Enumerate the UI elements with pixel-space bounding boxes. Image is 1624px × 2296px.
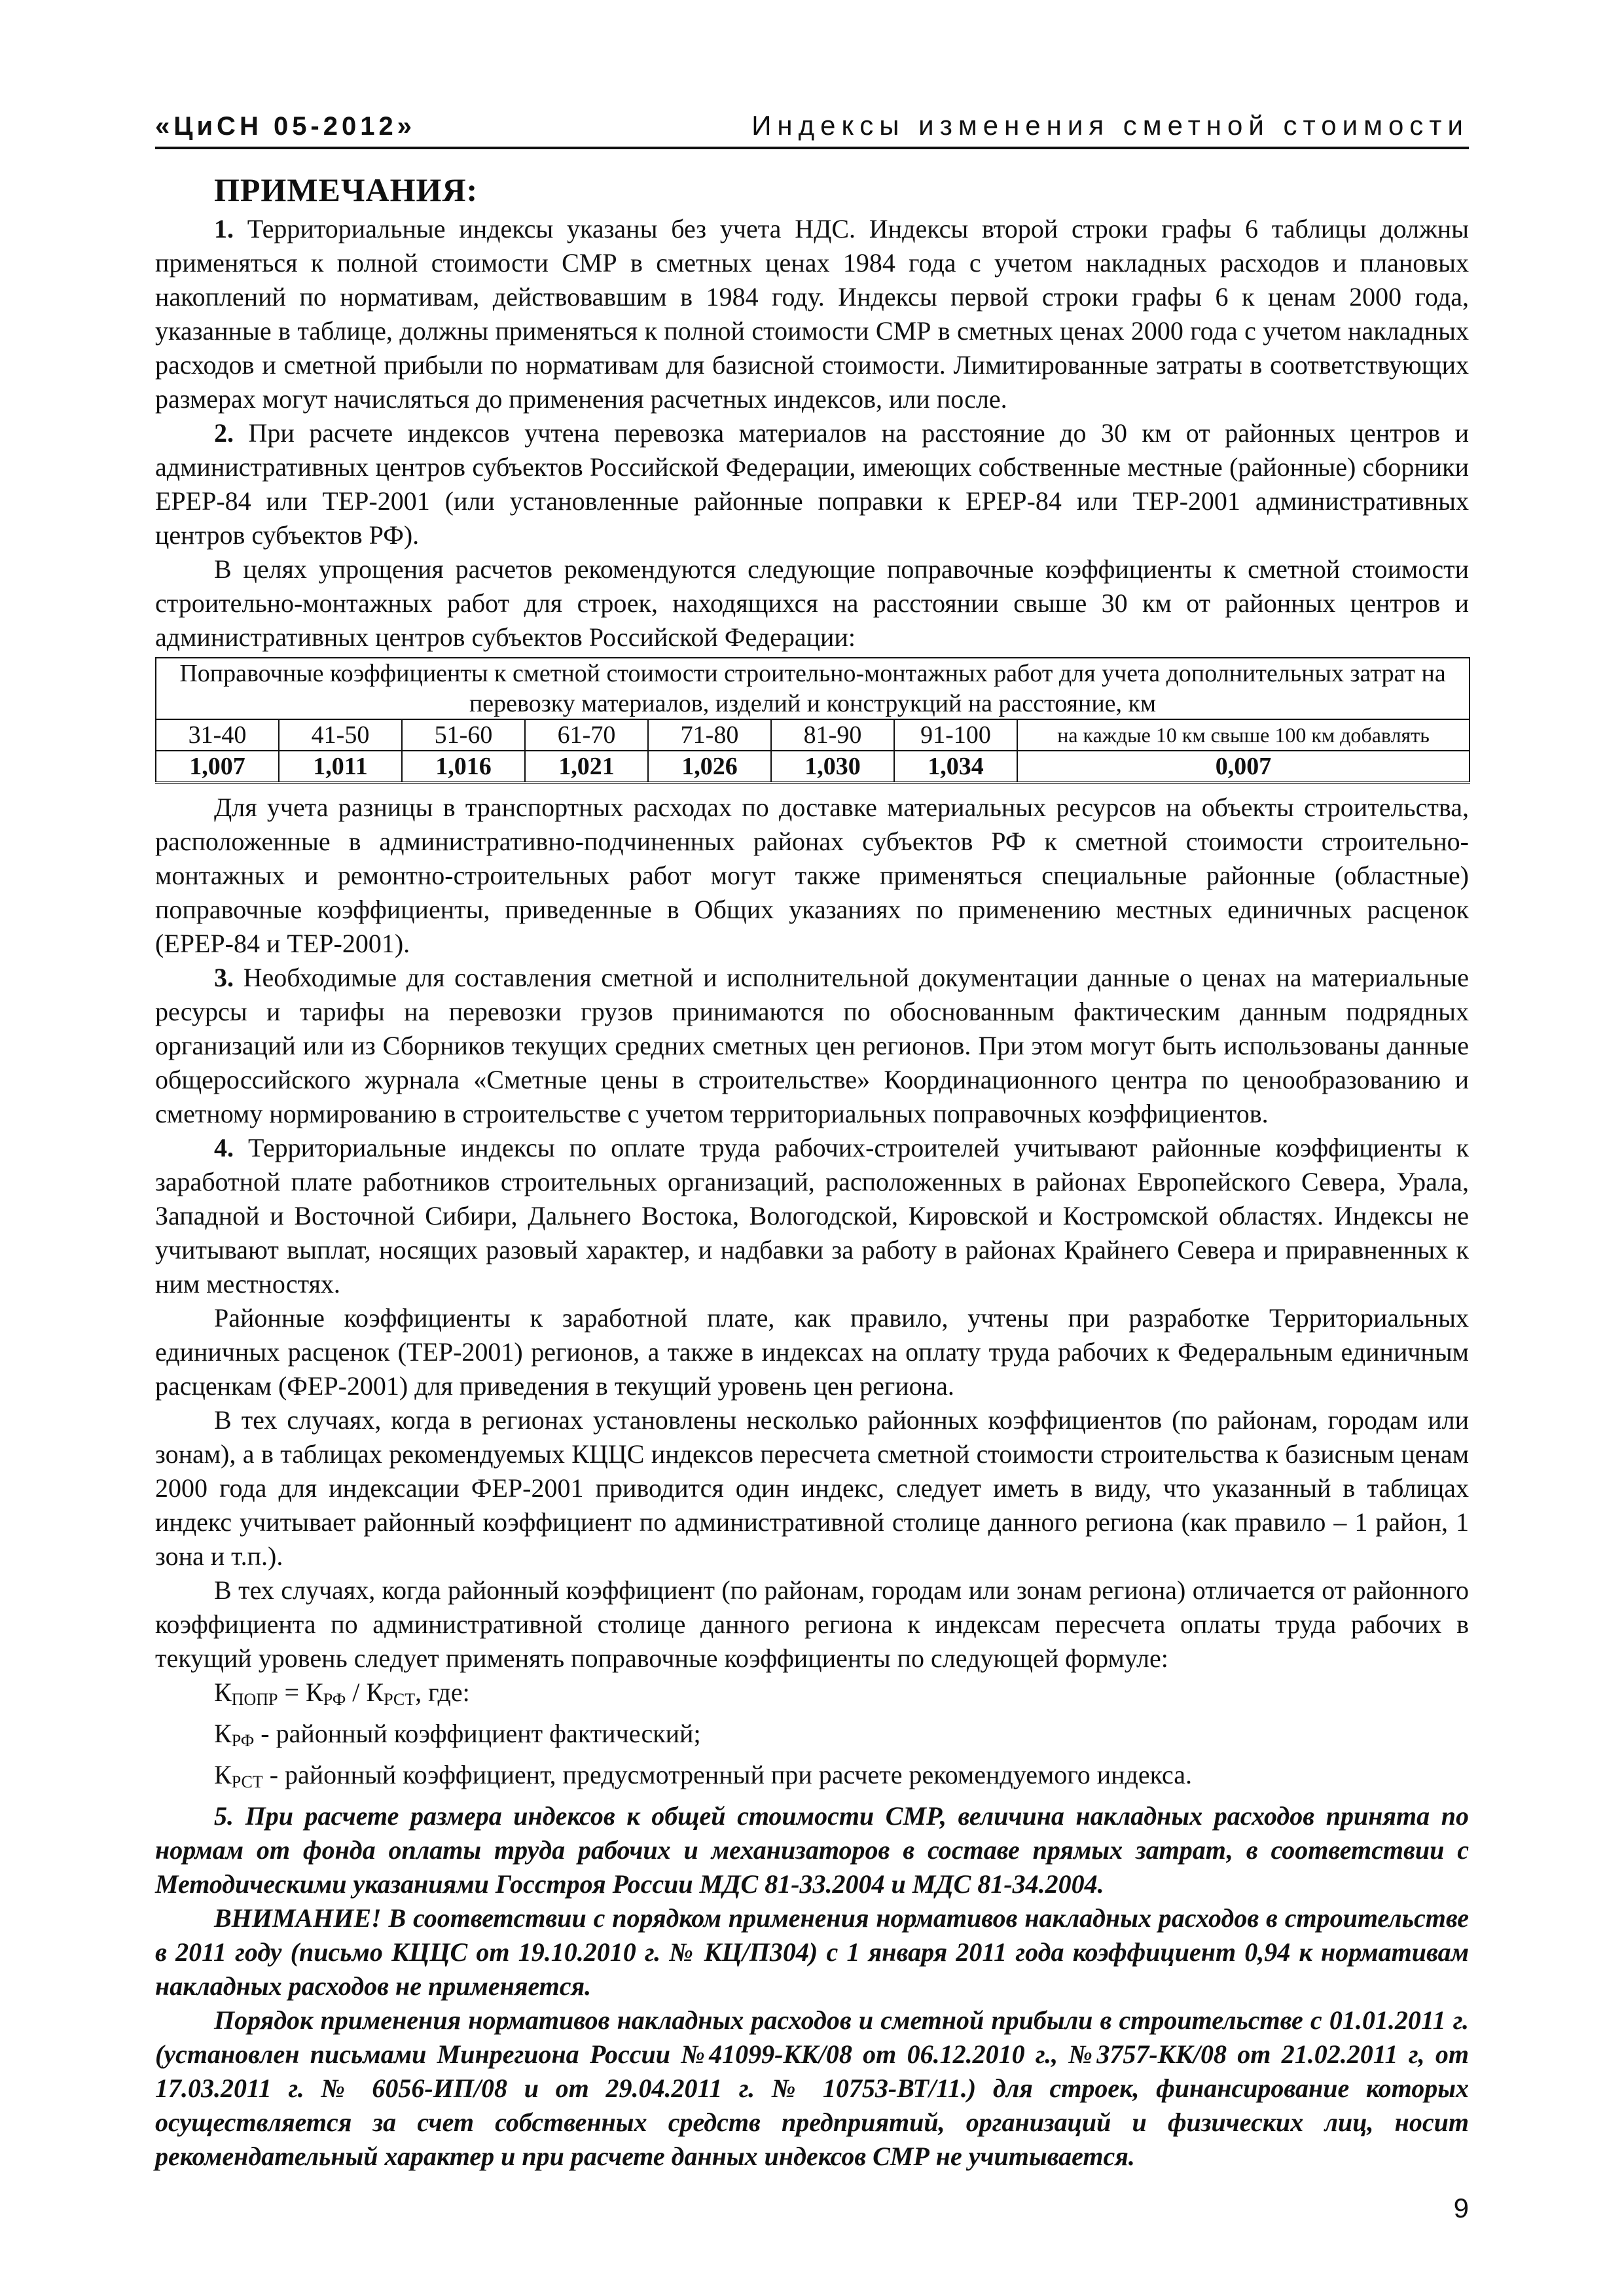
note-1-number: 1. <box>214 214 234 243</box>
formula-definition-text: - районный коэффициент, предусмотренный при расчете рекомендуемого индекса. <box>262 1760 1193 1789</box>
note-2-recommendation: В целях упрощения расчетов рекомендуются следующие поправочные коэффициенты к сметной стоимости строительно-монтажных работ для строек, находящихся на расстоянии свыше 30 км от районных центров и административных центров субъектов Российской Федерации: <box>155 554 1469 652</box>
formula-subscript: РСТ <box>384 1690 416 1709</box>
formula-symbol: = К <box>278 1677 323 1707</box>
note-4-district-coefficients: Районные коэффициенты к заработной плате, как правило, учтены при разработке Территориальных единичных расценок (ТЕР-2001) регионов, а также в индексах на оплату труда рабочих к Федеральным единичным расценкам (ФЕР-2001) для приведения в текущий уровень цен региона. <box>155 1303 1469 1401</box>
note-4-formula-intro: В тех случаях, когда районный коэффициент (по районам, городам или зонам региона) отличается от районного коэффициента по административной столице данного региона к индексам пересчета оплаты труда рабочих в текущий уровень следует применять поправочные коэффициенты по следующей формуле: <box>155 1575 1469 1673</box>
note-2-regional-coefficients: Для учета разницы в транспортных расходах по доставке материальных ресурсов на объекты строительства, расположенные в административно-подчиненных районах субъектов РФ к сметной стоимости строительно-монтажных и ремонтно-строительных работ могут также применяться специальные районные (областные) поправочные коэффициенты, приведенные в Общих указаниях по применению местных единичных расценок (ЕРЕР-84 и ТЕР-2001). <box>155 793 1469 958</box>
note-2 <box>155 416 1469 552</box>
formula-definition-actual <box>155 1717 1469 1758</box>
distance-header: 91-100 <box>894 719 1017 751</box>
coefficient-value: 1,016 <box>402 751 525 783</box>
formula-tail: , где: <box>415 1677 470 1707</box>
header-document-code: «ЦиСН 05-2012» <box>155 112 416 141</box>
procedure-note: Порядок применения нормативов накладных расходов и сметной прибыли в строительстве с 01.01.2011 г. (установлен письмами Минрегиона России №41099-КК/08 от 06.12.2010 г., №3757-КК/08 от 21.02.2011 г, от 17.03.2011 г. № 6056-ИП/08 и от 29.04.2011 г. № 10753-ВТ/11.) для строек, финансирование которых осуществляется за счет собственных средств предприятий, организаций и физических лиц, носит рекомендательный характер и при расчете данных индексов СМР не учитывается. <box>155 2005 1469 2171</box>
formula-definition-recommended <box>155 1758 1469 1799</box>
coefficient-value: 1,021 <box>525 751 648 783</box>
note-5: 5. При расчете размера индексов к общей стоимости СМР, величина накладных расходов принята по нормам от фонда оплаты труда рабочих и механизаторов в составе прямых затрат, в соответствии с Методическими указаниями Госстроя России МДС 81-33.2004 и МДС 81-34.2004. <box>155 1801 1469 1899</box>
table-caption: Поправочные коэффициенты к сметной стоимости строительно-монтажных работ для учета дополнительных затрат на перевозку материалов, изделий и конструкций на расстояние, км <box>156 658 1470 719</box>
attention-note: ВНИМАНИЕ! В соответствии с порядком применения нормативов накладных расходов в строительстве в 2011 году (письмо КЦЦС от 19.10.2010 г. № КЦ/П304) с 1 января 2011 года коэффициент 0,94 к нормативам накладных расходов не применяется. <box>155 1903 1469 2001</box>
coefficient-value: 1,026 <box>648 751 771 783</box>
note-4 <box>155 1131 1469 1301</box>
distance-header: 41-50 <box>279 719 402 751</box>
note-2-text: При расчете индексов учтена перевозка материалов на расстояние до 30 км от районных центров и административных центров субъектов Российской Федерации, имеющих собственные местные (районные) сборники ЕРЕР-84 или ТЕР-2001 (или установленные районные поправки к ЕРЕР-84 или ТЕР-2001 административных центров субъектов РФ). <box>155 418 1470 550</box>
formula-symbol: К <box>214 1719 232 1748</box>
formula-subscript: РФ <box>231 1731 255 1750</box>
notes-body <box>155 170 1469 2174</box>
table-header-row <box>156 719 1470 751</box>
transport-coefficient-table <box>155 657 1470 784</box>
formula-subscript: РФ <box>323 1690 346 1709</box>
running-header <box>155 110 1469 149</box>
note-3 <box>155 961 1469 1131</box>
formula-subscript: ПОПР <box>231 1690 278 1709</box>
distance-header: 51-60 <box>402 719 525 751</box>
coefficient-value: 1,034 <box>894 751 1017 783</box>
coefficient-value: 1,007 <box>156 751 279 783</box>
coefficient-value: 1,011 <box>279 751 402 783</box>
note-2-number: 2. <box>214 418 234 448</box>
distance-header: 71-80 <box>648 719 771 751</box>
note-4-number: 4. <box>214 1133 234 1162</box>
coefficient-value-per-10km: 0,007 <box>1017 751 1470 783</box>
formula-symbol: К <box>214 1677 232 1707</box>
coefficient-value: 1,030 <box>771 751 894 783</box>
note-4-multiple-coefficients: В тех случаях, когда в регионах установлены несколько районных коэффициентов (по районам, городам или зонам), а в таблицах рекомендуемых КЦЦС индексов пересчета сметной стоимости строительства к базисным ценам 2000 года для индексации ФЕР-2001 приводится один индекс, следует иметь в виду, что указанный в таблицах индекс учитывает районный коэффициент по административной столице данного региона (как правило – 1 район, 1 зона и т.п.). <box>155 1405 1469 1571</box>
formula-line <box>155 1676 1469 1717</box>
note-3-number: 3. <box>214 963 234 992</box>
note-3-text: Необходимые для составления сметной и исполнительной документации данные о ценах на материальные ресурсы и тарифы на перевозки грузов принимаются по обоснованным фактическим данным подрядных организаций или из Сборников текущих средних сметных цен регионов. При этом могут быть использованы данные общероссийского журнала «Сметные цены в строительстве» Координационного центра по ценообразованию и сметному нормированию в строительстве с учетом территориальных поправочных коэффициентов. <box>155 963 1470 1128</box>
formula-symbol: / К <box>346 1677 384 1707</box>
formula-definition-text: - районный коэффициент фактический; <box>254 1719 701 1748</box>
notes-title: ПРИМЕЧАНИЯ: <box>214 171 478 208</box>
formula-subscript: РСТ <box>231 1772 263 1791</box>
note-4-text: Территориальные индексы по оплате труда рабочих-строителей учитывают районные коэффициенты к заработной плате работников строительных организаций, расположенных в районах Европейского Севера, Урала, Западной и Восточной Сибири, Дальнего Востока, Вологодской, Кировской и Костромской областях. Индексы не учитывают выплат, носящих разовый характер, и надбавки за работу в районах Крайнего Севера и приравненных к ним местностях. <box>155 1133 1470 1299</box>
distance-header: 61-70 <box>525 719 648 751</box>
distance-header: 81-90 <box>771 719 894 751</box>
distance-header: 31-40 <box>156 719 279 751</box>
header-section-title: Индексы изменения сметной стоимости <box>751 110 1469 141</box>
note-1-text: Территориальные индексы указаны без учета НДС. Индексы второй строки графы 6 таблицы должны применяться к полной стоимости СМР в сметных ценах 1984 года с учетом накладных расходов и плановых накоплений по нормативам, действовавшим в 1984 году. Индексы первой строки графы 6 к ценам 2000 года, указанные в таблице, должны применяться к полной стоимости СМР в сметных ценах 2000 года с учетом накладных расходов и сметной прибыли по нормативам для базисной стоимости. Лимитированные затраты в соответствующих размерах могут начисляться до применения расчетных индексов, или после. <box>155 214 1470 414</box>
formula-symbol: К <box>214 1760 232 1789</box>
page-number: 9 <box>1453 2193 1469 2223</box>
table-values-row <box>156 751 1470 783</box>
distance-header-over-100: на каждые 10 км свыше 100 км добавлять <box>1017 719 1470 751</box>
note-1 <box>155 212 1469 416</box>
